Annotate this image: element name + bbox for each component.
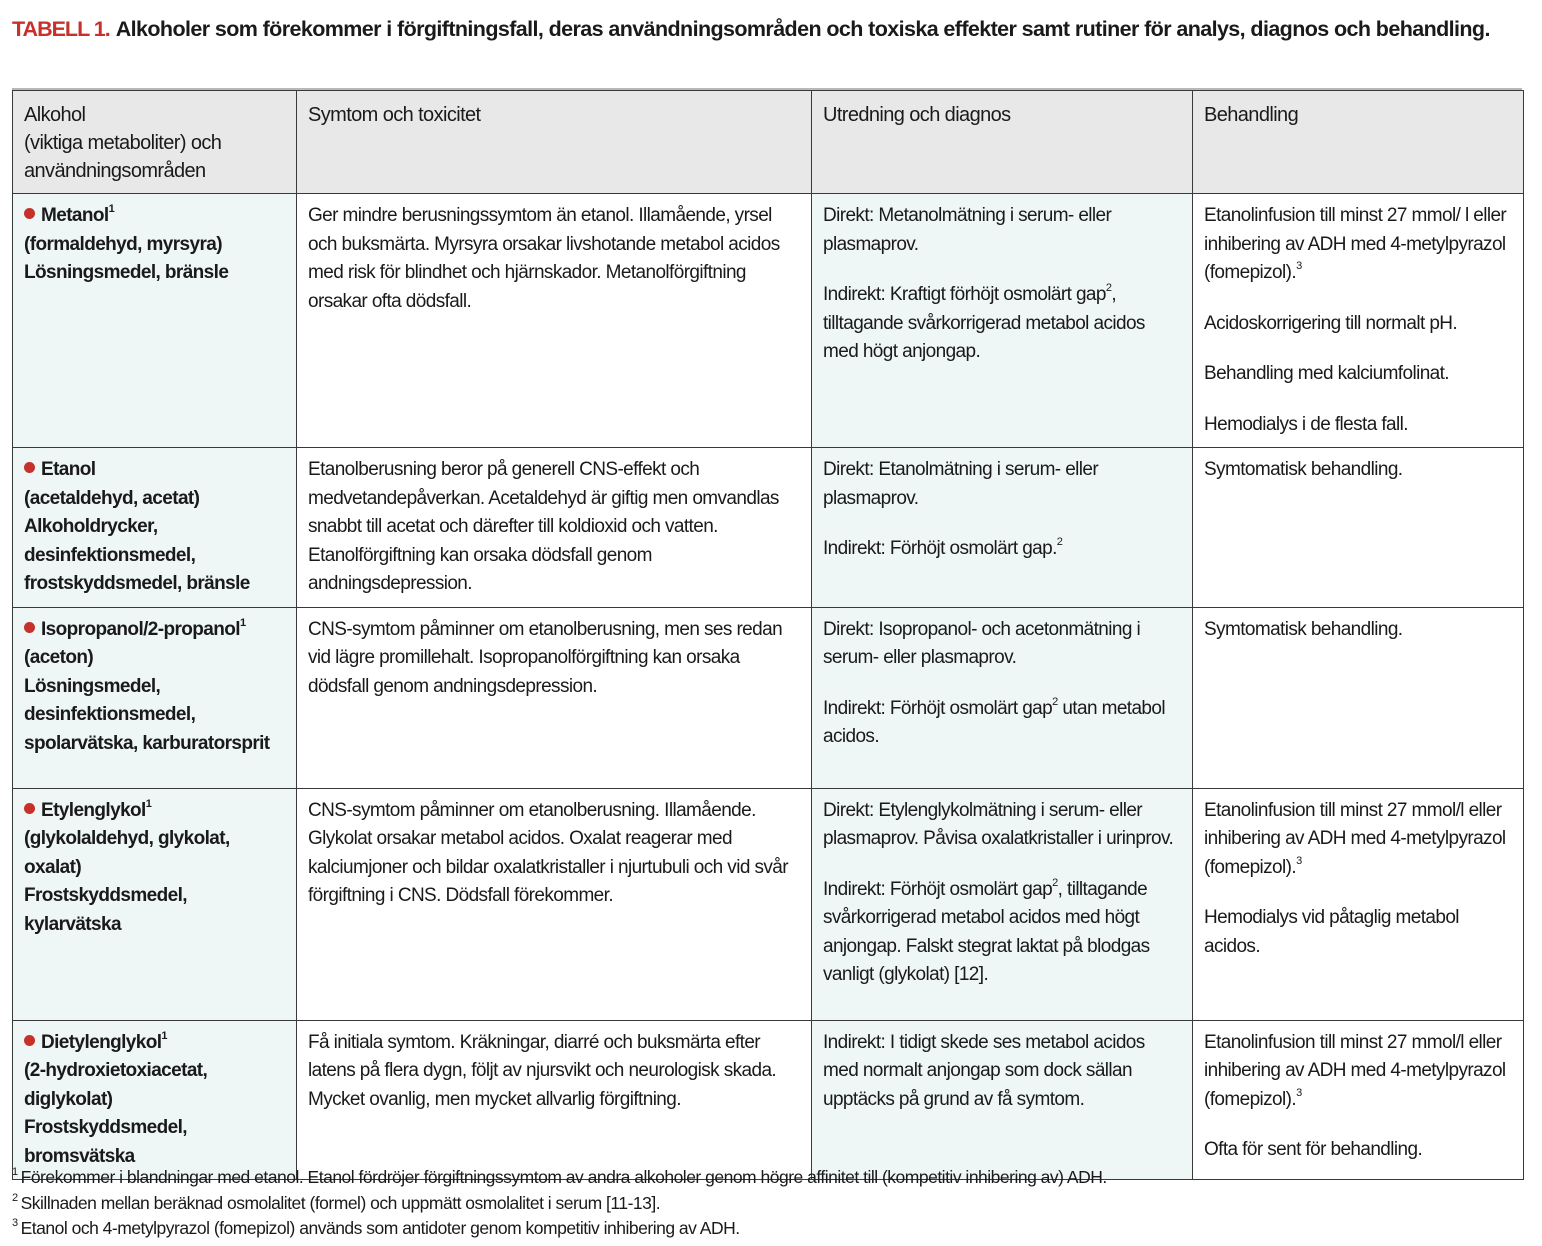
symptoms-cell bbox=[297, 194, 812, 448]
bullet-dot-icon bbox=[24, 622, 35, 633]
treatment-cell bbox=[1193, 607, 1524, 788]
footnote-ref: 1 bbox=[145, 797, 152, 810]
footnote-text: Skillnaden mellan beräknad osmolalitet (formel) och uppmätt osmolalitet i serum [11-13]. bbox=[20, 1192, 661, 1213]
alcohol-name: Dietylenglykol bbox=[41, 1031, 162, 1053]
header-alkohol-line1: Alkohol bbox=[24, 104, 86, 126]
treatment-cell bbox=[1193, 1020, 1524, 1180]
symptoms-text: CNS-symtom påminner om etanolberusning, men ses redan vid lägre promillehalt. Isopropanolförgiftning kan orsaka dödsfall genom andningsdepression. bbox=[308, 618, 783, 697]
symptoms-text: Få initiala symtom. Kräkningar, diarré och buksmärta efter latens på flera dygn, följt av njursvikt och neurologisk skada. Mycket ovanlig, men mycket allvarlig förgiftning. bbox=[308, 1031, 777, 1110]
diagnosis-direct: Direkt: Metanolmätning i serum- eller plasmaprov. bbox=[823, 205, 1112, 255]
header-symtom bbox=[297, 91, 812, 194]
table-row bbox=[13, 1020, 1524, 1180]
table-row bbox=[13, 607, 1524, 788]
header-alkohol-line2: (viktiga metaboliter) och bbox=[24, 132, 222, 154]
diagnosis-indirect: Indirekt: Kraftigt förhöjt osmolärt gap$^2$, tilltagande svårkorrigerad metabol acidos med högt anjongap. bbox=[823, 282, 1145, 362]
footnote-marker: 2 bbox=[12, 1191, 18, 1204]
diagnosis-indirect: Indirekt: Förhöjt osmolärt gap.$^2$ bbox=[823, 536, 1063, 559]
alcohol-uses: Alkoholdrycker, desinfektionsmedel, frostskyddsmedel, bränsle bbox=[24, 516, 250, 594]
header-symtom-label: Symtom och toxicitet bbox=[308, 104, 481, 126]
alcohol-cell bbox=[13, 1020, 297, 1180]
alcohol-uses: Lösningsmedel, desinfektionsmedel, spolarvätska, karburatorsprit bbox=[24, 675, 270, 754]
treatment-cell bbox=[1193, 194, 1524, 448]
footnote-1 bbox=[12, 1165, 1522, 1191]
diagnosis-direct: Direkt: Etanolmätning i serum- eller plasmaprov. bbox=[823, 459, 1099, 509]
footnote-ref: 1 bbox=[108, 203, 115, 215]
diagnosis-cell bbox=[812, 607, 1193, 788]
treatment-item: Etanolinfusion till minst 27 mmol/l eller inhibering av ADH med 4-metylpyrazol (fomepizol).$^3$ bbox=[1204, 1031, 1506, 1110]
treatment-item: Symtomatisk behandling. bbox=[1204, 459, 1403, 480]
alcohol-uses: Frostskyddsmedel, bromsvätska bbox=[24, 1117, 187, 1167]
footnote-ref: 1 bbox=[161, 1029, 167, 1042]
alcohol-metabolites: (2-hydroxietoxiacetat, diglykolat) bbox=[24, 1060, 208, 1110]
bullet-dot-icon bbox=[24, 208, 35, 219]
footnote-ref: 2 bbox=[1056, 536, 1063, 548]
table-row bbox=[13, 448, 1524, 608]
header-behandling-label: Behandling bbox=[1204, 104, 1299, 126]
treatment-cell bbox=[1193, 448, 1524, 608]
header-alkohol-line3: användningsområden bbox=[24, 160, 206, 182]
caption-text: Alkoholer som förekommer i förgiftningsfall, deras användningsområden och toxiska effekter samt rutiner för analys, diagnos och behandling. bbox=[115, 17, 1490, 41]
header-behandling bbox=[1193, 91, 1524, 194]
footnotes bbox=[12, 1165, 1522, 1242]
bullet-dot-icon bbox=[24, 462, 35, 473]
treatment-item: Hemodialys i de flesta fall. bbox=[1204, 413, 1408, 435]
treatment-item: Etanolinfusion till minst 27 mmol/ l eller inhibering av ADH med 4-metylpyrazol (fomepizol).$^3$ bbox=[1204, 205, 1507, 283]
alcohol-metabolites: (formaldehyd, myrsyra) bbox=[24, 233, 222, 255]
symptoms-text: CNS-symtom påminner om etanolberusning. Illamående. Glykolat orsakar metabol acidos. Oxalat reagerar med kalciumjoner och bildar oxalatkristaller i njurtubuli och vid svår förgiftning i CNS. Dödsfall förekommer. bbox=[308, 799, 788, 906]
symptoms-cell bbox=[297, 448, 812, 608]
symptoms-cell bbox=[297, 607, 812, 788]
header-row bbox=[13, 91, 1524, 194]
header-utredning-label: Utredning och diagnos bbox=[823, 104, 1011, 126]
alcohol-name: Metanol bbox=[41, 205, 109, 226]
alcohol-metabolites: (acetaldehyd, acetat) bbox=[24, 487, 200, 509]
footnote-marker: 3 bbox=[12, 1217, 18, 1229]
table-caption bbox=[12, 14, 1522, 45]
symptoms-text: Ger mindre berusningssymtom än etanol. Illamående, yrsel och buksmärta. Myrsyra orsakar livshotande metabol acidos med risk för blindhet och hjärnskador. Metanolförgiftning orsakar ofta dödsfall. bbox=[308, 205, 780, 312]
bullet-dot-icon bbox=[24, 1035, 35, 1046]
treatment-item: Ofta för sent för behandling. bbox=[1204, 1139, 1423, 1160]
diagnosis-cell bbox=[812, 448, 1193, 608]
alcohol-metabolites: (glykolaldehyd, glykolat, oxalat) bbox=[24, 828, 230, 878]
diagnosis-cell bbox=[812, 1020, 1193, 1180]
alcohol-cell bbox=[13, 194, 297, 448]
table-row bbox=[13, 788, 1524, 1020]
symptoms-cell bbox=[297, 788, 812, 1020]
treatment-item: Etanolinfusion till minst 27 mmol/l eller inhibering av ADH med 4-metylpyrazol (fomepizol).$^3$ bbox=[1204, 799, 1506, 878]
treatment-item: Symtomatisk behandling. bbox=[1204, 618, 1403, 640]
footnote-ref: 3 bbox=[1296, 1086, 1302, 1099]
footnote-ref: 3 bbox=[1296, 854, 1302, 867]
symptoms-text: Etanolberusning beror på generell CNS-effekt och medvetandepåverkan. Acetaldehyd är giftig men omvandlas snabbt till acetat och därefter till koldioxid och vatten. Etanolförgiftning kan orsaka dödsfall genom andningsdepression. bbox=[308, 459, 779, 594]
treatment-cell bbox=[1193, 788, 1524, 1020]
footnote-ref: 2 bbox=[1052, 876, 1058, 889]
bullet-dot-icon bbox=[24, 803, 35, 814]
diagnosis-cell bbox=[812, 788, 1193, 1020]
alcohol-name: Etylenglykol bbox=[41, 799, 146, 821]
footnote-ref: 3 bbox=[1296, 260, 1302, 272]
alcohol-poisoning-table bbox=[12, 90, 1524, 1180]
footnote-ref: 2 bbox=[1105, 282, 1112, 294]
footnote-text: Etanol och 4-metylpyrazol (fomepizol) används som antidoter genom kompetitiv inhibering av ADH. bbox=[20, 1218, 740, 1238]
alcohol-cell bbox=[13, 788, 297, 1020]
alcohol-cell bbox=[13, 448, 297, 608]
footnote-2 bbox=[12, 1191, 1522, 1217]
table-label: TABELL 1. bbox=[12, 17, 110, 41]
footnote-ref: 2 bbox=[1052, 695, 1058, 708]
treatment-item: Acidoskorrigering till normalt pH. bbox=[1204, 312, 1458, 334]
footnote-marker: 1 bbox=[12, 1166, 18, 1178]
treatment-item: Hemodialys vid påtaglig metabol acidos. bbox=[1204, 907, 1459, 957]
diagnosis-indirect: Indirekt: Förhöjt osmolärt gap$^2$, tilltagande svårkorrigerad metabol acidos med högt anjongap. Falskt stegrat laktat på blodgas vanligt (glykolat) [12]. bbox=[823, 876, 1150, 985]
symptoms-cell bbox=[297, 1020, 812, 1180]
footnote-ref: 1 bbox=[239, 616, 246, 629]
alcohol-name: Isopropanol/2-propanol bbox=[41, 618, 240, 640]
table-row bbox=[13, 194, 1524, 448]
alcohol-metabolites: (aceton) bbox=[24, 647, 94, 668]
footnote-3 bbox=[12, 1216, 1522, 1242]
diagnosis-direct: Direkt: Isopropanol- och acetonmätning i serum- eller plasmaprov. bbox=[823, 618, 1141, 668]
alcohol-uses: Lösningsmedel, bränsle bbox=[24, 262, 229, 283]
diagnosis-indirect: Indirekt: I tidigt skede ses metabol acidos med normalt anjongap som dock sällan upptäcks på grund av få symtom. bbox=[823, 1031, 1145, 1110]
header-alkohol bbox=[13, 91, 297, 194]
treatment-item: Behandling med kalciumfolinat. bbox=[1204, 363, 1449, 384]
alcohol-uses: Frostskyddsmedel, kylarvätska bbox=[24, 885, 187, 935]
diagnosis-indirect: Indirekt: Förhöjt osmolärt gap$^2$ utan metabol acidos. bbox=[823, 695, 1165, 747]
diagnosis-cell bbox=[812, 194, 1193, 448]
header-utredning bbox=[812, 91, 1193, 194]
alcohol-cell bbox=[13, 607, 297, 788]
diagnosis-direct: Direkt: Etylenglykolmätning i serum- eller plasmaprov. Påvisa oxalatkristaller i urinprov. bbox=[823, 799, 1174, 849]
alcohol-name: Etanol bbox=[41, 459, 96, 480]
footnote-text: Förekommer i blandningar med etanol. Etanol fördröjer förgiftningssymtom av andra alkoholer genom högre affinitet till (kompetitiv inhibering av) ADH. bbox=[20, 1167, 1107, 1187]
